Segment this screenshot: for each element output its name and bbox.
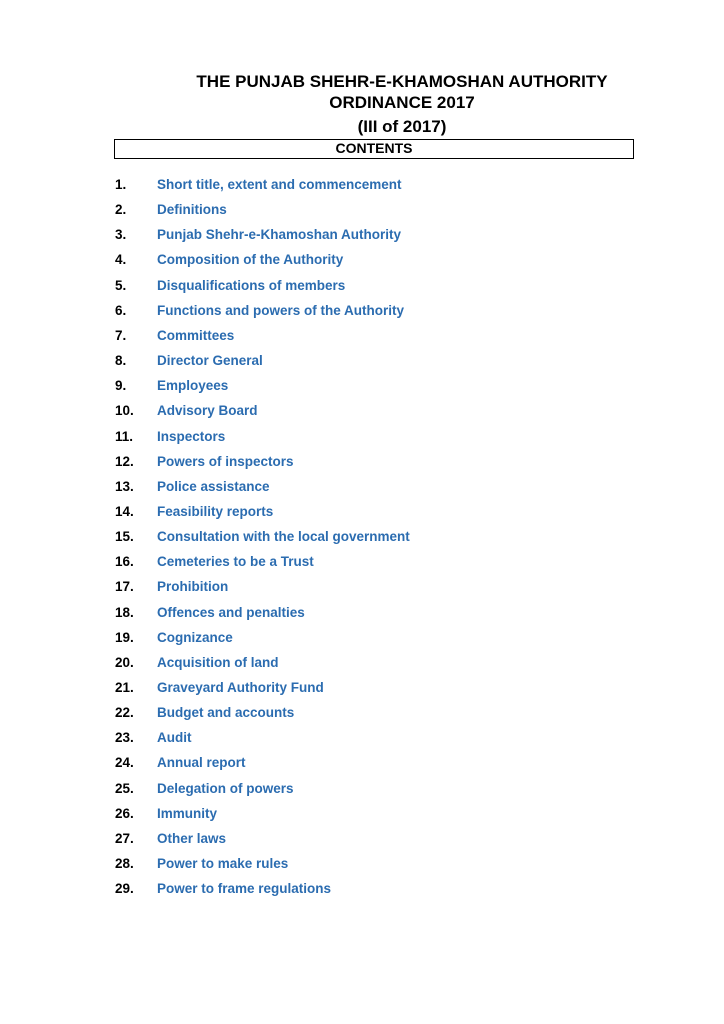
toc-entry-link[interactable]: Graveyard Authority Fund xyxy=(157,680,324,695)
toc-entry xyxy=(0,879,724,899)
toc-entry-number: 26. xyxy=(115,805,134,821)
toc-entry-link[interactable]: Delegation of powers xyxy=(157,780,294,796)
toc-entry-link[interactable]: Annual report xyxy=(157,755,246,771)
toc-entry-number: 5. xyxy=(115,277,127,293)
toc-entry-number: 14. xyxy=(115,503,134,519)
toc-entry-number: 20. xyxy=(115,654,134,670)
toc-entry xyxy=(0,552,724,572)
toc-entry-link[interactable]: Committees xyxy=(157,327,235,343)
toc-entry xyxy=(0,301,724,321)
toc-entry-number: 19. xyxy=(115,629,134,645)
toc-entry xyxy=(0,326,724,346)
toc-entry-number: 24. xyxy=(115,755,134,771)
toc-entry xyxy=(0,200,724,220)
toc-entry-link[interactable]: Audit xyxy=(157,730,192,746)
toc-entry-number: 8. xyxy=(115,353,127,368)
toc-entry-number: 22. xyxy=(115,705,134,721)
toc-entry-number: 3. xyxy=(115,227,127,243)
toc-entry-number: 2. xyxy=(115,202,127,218)
document-title: THE PUNJAB SHEHR-E-KHAMOSHAN AUTHORITY xyxy=(196,72,608,91)
toc-entry-link[interactable]: Disqualifications of members xyxy=(157,277,346,293)
toc-entry-number: 23. xyxy=(115,730,134,746)
toc-entry-link[interactable]: Offences and penalties xyxy=(157,604,305,620)
toc-entry-number: 27. xyxy=(115,830,134,846)
toc-entry xyxy=(0,678,724,698)
toc-entry xyxy=(0,477,724,497)
toc-entry-link[interactable]: Definitions xyxy=(157,202,227,218)
toc-entry xyxy=(0,653,724,673)
toc-entry-number: 11. xyxy=(115,428,134,444)
toc-entry-number: 13. xyxy=(115,478,134,494)
toc-entry-number: 18. xyxy=(115,604,134,620)
toc-entry xyxy=(0,502,724,522)
toc-entry-number: 4. xyxy=(115,252,127,268)
toc-entry-number: 21. xyxy=(115,680,134,695)
toc-entry-number: 12. xyxy=(115,453,134,469)
toc-entry-link[interactable]: Employees xyxy=(157,378,229,394)
toc-entry xyxy=(0,427,724,447)
toc-entry-link[interactable]: Short title, extent and commencement xyxy=(157,177,402,192)
toc-entry xyxy=(0,804,724,824)
toc-entry-number: 25. xyxy=(115,780,134,796)
toc-entry-number: 9. xyxy=(115,378,127,394)
toc-entry-link[interactable]: Police assistance xyxy=(157,478,270,494)
toc-entry-link[interactable]: Power to frame regulations xyxy=(157,881,332,897)
toc-entry-link[interactable]: Feasibility reports xyxy=(157,503,274,519)
toc-entry-number: 1. xyxy=(115,177,127,192)
toc-entry xyxy=(0,703,724,723)
toc-entry-number: 17. xyxy=(115,579,134,595)
contents-heading: CONTENTS xyxy=(114,139,634,159)
toc-entry xyxy=(0,628,724,648)
toc-entry xyxy=(0,175,724,195)
toc-entry xyxy=(0,527,724,547)
toc-entry-number: 7. xyxy=(115,327,127,343)
toc-entry-link[interactable]: Functions and powers of the Authority xyxy=(157,302,404,318)
toc-entry-link[interactable]: Powers of inspectors xyxy=(157,453,294,469)
toc-entry-link[interactable]: Cognizance xyxy=(157,629,233,645)
toc-entry-number: 15. xyxy=(115,529,134,545)
ordinance-number: (III of 2017) xyxy=(357,117,447,136)
toc-entry-link[interactable]: Director General xyxy=(157,353,263,368)
toc-entry xyxy=(0,376,724,396)
toc-entry-link[interactable]: Power to make rules xyxy=(157,856,289,871)
toc-entry-number: 10. xyxy=(115,403,134,419)
toc-entry xyxy=(0,276,724,296)
toc-entry xyxy=(0,854,724,874)
toc-entry-link[interactable]: Immunity xyxy=(157,805,218,821)
toc-entry xyxy=(0,452,724,472)
toc-entry-link[interactable]: Advisory Board xyxy=(157,403,258,419)
toc-entry xyxy=(0,401,724,421)
toc-entry-link[interactable]: Prohibition xyxy=(157,579,229,595)
toc-entry-link[interactable]: Composition of the Authority xyxy=(157,252,344,268)
toc-entry-number: 6. xyxy=(115,302,127,318)
toc-entry-link[interactable]: Consultation with the local government xyxy=(157,529,410,545)
toc-entry-link[interactable]: Cemeteries to be a Trust xyxy=(157,554,314,570)
toc-entry-number: 29. xyxy=(115,881,134,897)
toc-entry xyxy=(0,577,724,597)
toc-entry-link[interactable]: Budget and accounts xyxy=(157,705,295,721)
toc-entry xyxy=(0,779,724,799)
toc-entry-link[interactable]: Other laws xyxy=(157,830,227,846)
toc-entry-link[interactable]: Inspectors xyxy=(157,428,226,444)
toc-entry xyxy=(0,829,724,849)
toc-entry-link[interactable]: Punjab Shehr-e-Khamoshan Authority xyxy=(157,227,402,243)
toc-entry xyxy=(0,225,724,245)
toc-entry xyxy=(0,753,724,773)
toc-entry xyxy=(0,728,724,748)
document-subtitle: ORDINANCE 2017 xyxy=(329,93,475,112)
toc-entry xyxy=(0,250,724,270)
toc-entry-number: 28. xyxy=(115,856,134,871)
toc-entry-number: 16. xyxy=(115,554,134,570)
toc-entry xyxy=(0,351,724,371)
toc-entry xyxy=(0,603,724,623)
toc-entry-link[interactable]: Acquisition of land xyxy=(157,654,279,670)
